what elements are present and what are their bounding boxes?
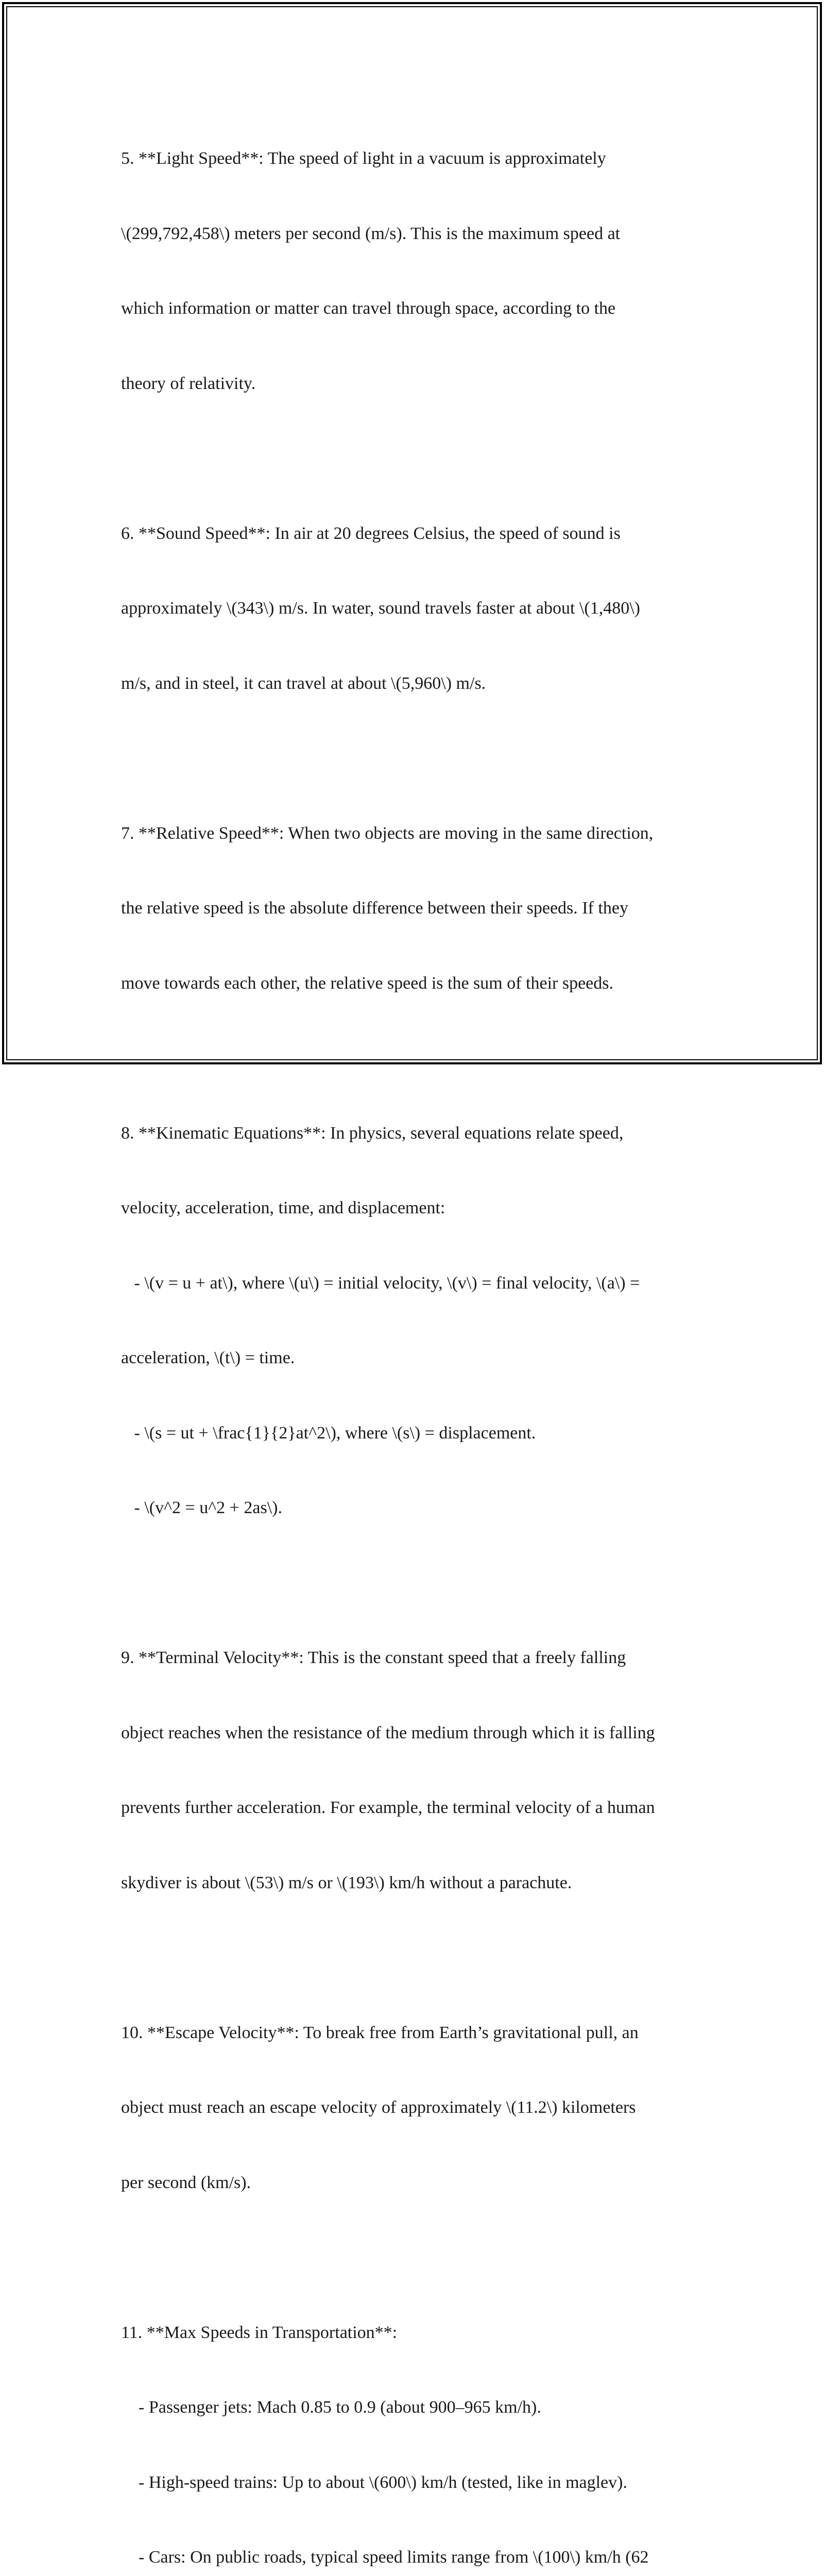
text-line: 10. **Escape Velocity**: To break free from Earth’s gravitational pull, an <box>121 2021 703 2046</box>
text-line: the relative speed is the absolute difference between their speeds. If they <box>121 896 703 921</box>
text-line: - \(s = ut + \frac{1}{2}at^2\), where \(s\) = displacement. <box>121 1421 703 1446</box>
text-line: m/s, and in steel, it can travel at about \(5,960\) m/s. <box>121 671 703 697</box>
text-line: - Cars: On public roads, typical speed limits range from \(100\) km/h (62 <box>121 2545 703 2570</box>
text-line: 6. **Sound Speed**: In air at 20 degrees Celsius, the speed of sound is <box>121 521 703 547</box>
paragraph-light-speed <box>121 96 703 446</box>
text-line: 9. **Terminal Velocity**: This is the constant speed that a freely falling <box>121 1646 703 1671</box>
text-line: 8. **Kinematic Equations**: In physics, several equations relate speed, <box>121 1121 703 1146</box>
text-line: 5. **Light Speed**: The speed of light in a vacuum is approximately <box>121 146 703 172</box>
text-line: move towards each other, the relative speed is the sum of their speeds. <box>121 971 703 996</box>
paragraph-escape-velocity <box>121 1971 703 2246</box>
text-line: acceleration, \(t\) = time. <box>121 1346 703 1371</box>
text-line: 7. **Relative Speed**: When two objects are moving in the same direction, <box>121 821 703 846</box>
paragraph-max-speeds <box>121 2270 703 2576</box>
text-line: - \(v^2 = u^2 + 2as\). <box>121 1496 703 1521</box>
text-line: - Passenger jets: Mach 0.85 to 0.9 (about 900–965 km/h). <box>121 2395 703 2420</box>
text-line: - High-speed trains: Up to about \(600\) km/h (tested, like in maglev). <box>121 2470 703 2496</box>
text-line: which information or matter can travel through space, according to the <box>121 296 703 321</box>
document-body <box>121 96 703 2576</box>
text-line: object reaches when the resistance of the medium through which it is falling <box>121 1721 703 1746</box>
text-line: \(299,792,458\) meters per second (m/s). This is the maximum speed at <box>121 222 703 247</box>
text-line: theory of relativity. <box>121 371 703 397</box>
text-line: velocity, acceleration, time, and displacement: <box>121 1196 703 1221</box>
paragraph-terminal-velocity <box>121 1596 703 1945</box>
paragraph-sound-speed <box>121 471 703 747</box>
text-line: prevents further acceleration. For example, the terminal velocity of a human <box>121 1795 703 1821</box>
text-line: - \(v = u + at\), where \(u\) = initial velocity, \(v\) = final velocity, \(a\) = <box>121 1271 703 1296</box>
text-line: approximately \(343\) m/s. In water, sound travels faster at about \(1,480\) <box>121 596 703 621</box>
text-line: object must reach an escape velocity of approximately \(11.2\) kilometers <box>121 2095 703 2121</box>
text-line: skydiver is about \(53\) m/s or \(193\) km/h without a parachute. <box>121 1871 703 1896</box>
paragraph-kinematic-equations <box>121 1071 703 1571</box>
text-line: per second (km/s). <box>121 2171 703 2196</box>
paragraph-relative-speed <box>121 771 703 1046</box>
text-line: 11. **Max Speeds in Transportation**: <box>121 2320 703 2346</box>
